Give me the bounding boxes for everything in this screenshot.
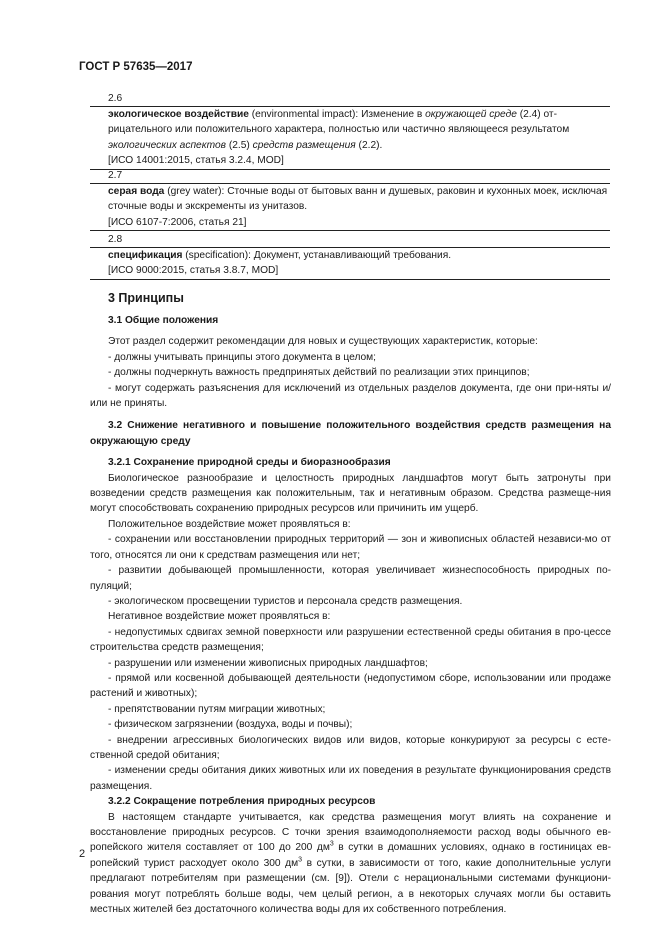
term-name: экологическое воздействие (108, 109, 249, 120)
term-english: (specification): (182, 250, 254, 261)
section-3-heading: 3 Принципы (108, 291, 184, 305)
section-3-body (90, 313, 611, 917)
term-entry-2-8 (90, 232, 610, 280)
subsection-3-1-heading: 3.1 Общие положения (108, 315, 219, 326)
list-item: - сохранении или восстановлении природных территорий — зон и живописных областей независи-мо от того, относятся ли они к средствам размещения или нет; (90, 534, 611, 561)
def-part: экологических аспектов (108, 139, 226, 151)
list-item: - экологическом просвещении туристов и персонала средств размещения. (108, 595, 463, 607)
term-english: (environmental impact): (248, 109, 362, 120)
list-item: - развитии добывающей промышленности, которая увеличивает жизнеспособность природных по-пуляций; (90, 565, 611, 592)
document-header: ГОСТ Р 57635—2017 (79, 61, 193, 73)
superscript: 3 (298, 856, 303, 864)
list-item: - могут содержать разъяснения для исключений из отдельных разделов документа, где они при-няты и/или не приняты. (90, 382, 611, 410)
def-part: средств размещения (252, 139, 356, 151)
term-entry-2-7 (90, 168, 610, 231)
term-definition (108, 248, 610, 263)
subsection-3-2-heading: 3.2 Снижение негативного и повышение положительного воздействия средств размещения на окружающую среду (90, 420, 611, 447)
text-run: в сутки в домашних условиях, однако в гостиницах ев-ропейский турист расходует около 300 дм (90, 842, 611, 869)
paragraph: Положительное воздействие может проявляться в: (108, 518, 351, 530)
term-source: [ИСО 6107-7:2006, статья 21] (108, 216, 247, 228)
term-box (90, 106, 610, 170)
paragraph: Негативное воздействие может проявляться в: (108, 611, 331, 623)
term-definition (108, 184, 610, 215)
def-part: (2.5) (226, 139, 253, 151)
list-item: - физическом загрязнении (воздуха, воды и почвы); (108, 719, 353, 731)
list-item: - должны подчеркнуть важность предпринятых действий по реализации этих принципов; (108, 367, 530, 379)
term-entry-2-6 (90, 91, 610, 170)
list-item: - изменении среды обитания диких животных или их поведения в результате функционирования средств размещения. (90, 765, 611, 792)
list-item: - недопустимых сдвигах земной поверхности или разрушении естественной среды обитания в про-цессе строительства средств размещения; (90, 626, 611, 654)
def-part: (2.4) от-рицательного или положительного характера, полностью или частично являющееся результатом (108, 109, 570, 136)
def-part: Документ, устанавливающий требования. (253, 250, 452, 261)
term-number: 2.7 (108, 170, 123, 181)
paragraph (90, 810, 611, 918)
def-part: (2.2). (355, 139, 383, 151)
list-item: - разрушении или изменении живописных природных ландшафтов; (108, 657, 428, 669)
subsection-3-2-1-heading: 3.2.1 Сохранение природной среды и биоразнообразия (108, 457, 391, 469)
superscript: 3 (329, 841, 334, 849)
term-name: спецификация (108, 250, 183, 261)
page-number: 2 (79, 848, 86, 860)
list-item: - внедрении агрессивных биологических видов или видов, которые конкурируют за ресурсы с есте-ственной средой обитания; (90, 734, 611, 761)
term-box (90, 247, 610, 280)
def-part: Сточные воды от бытовых ванн и душевых, раковин и кухонных моек, исключая сточные воды и экскременты из унитазов. (108, 186, 608, 213)
paragraph: Этот раздел содержит рекомендации для новых и существующих характеристик, которые: (108, 336, 538, 348)
subsection-3-2-2-heading: 3.2.2 Сокращение потребления природных ресурсов (108, 796, 376, 808)
text-run: в сутки, в зависимости от того, какие дополнительные услуги предлагают потребителям при размещении (см. [9]). Отели с нерациональными системами функциони-рования могут потреблять больше воды, чем целый регион, а в некоторых случаях могли бы оставить местных жителей без достаточного количества воды для их собственного потребления. (90, 857, 611, 916)
def-part: окружающей среде (425, 109, 517, 120)
term-number: 2.6 (108, 93, 123, 104)
term-source: [ИСО 9000:2015, статья 3.8.7, MOD] (108, 265, 279, 277)
term-definition (108, 107, 610, 153)
list-item: - прямой или косвенной добывающей деятельности (недопустимом сборе, использовании или продаже растений и животных); (90, 672, 611, 700)
list-item: - должны учитывать принципы этого документа в целом; (108, 351, 376, 363)
term-number: 2.8 (108, 234, 123, 245)
term-box (90, 183, 610, 231)
term-english: (grey water): (164, 186, 228, 197)
text-run: В настоящем стандарте учитывается, как средства размещения могут влиять на сохранение и восстановление природных ресурсов. С точки зрения взаимодополняемости расход воды обычного ев-ропейского жителя составляет от 100 до 200 дм (90, 811, 611, 854)
term-source: [ИСО 14001:2015, статья 3.2.4, MOD] (108, 155, 284, 167)
list-item: - препятствовании путям миграции животных; (108, 703, 326, 715)
paragraph: Биологическое разнообразие и целостность природных ландшафтов могут быть затронуты при возведении средств размещения как положительным, так и негативным образом. Средства размеще-ния могут способствовать сохранению природных ресурсов или причинить им ущерб. (90, 472, 611, 515)
def-part: Изменение в (361, 109, 426, 120)
term-name: серая вода (108, 186, 165, 197)
